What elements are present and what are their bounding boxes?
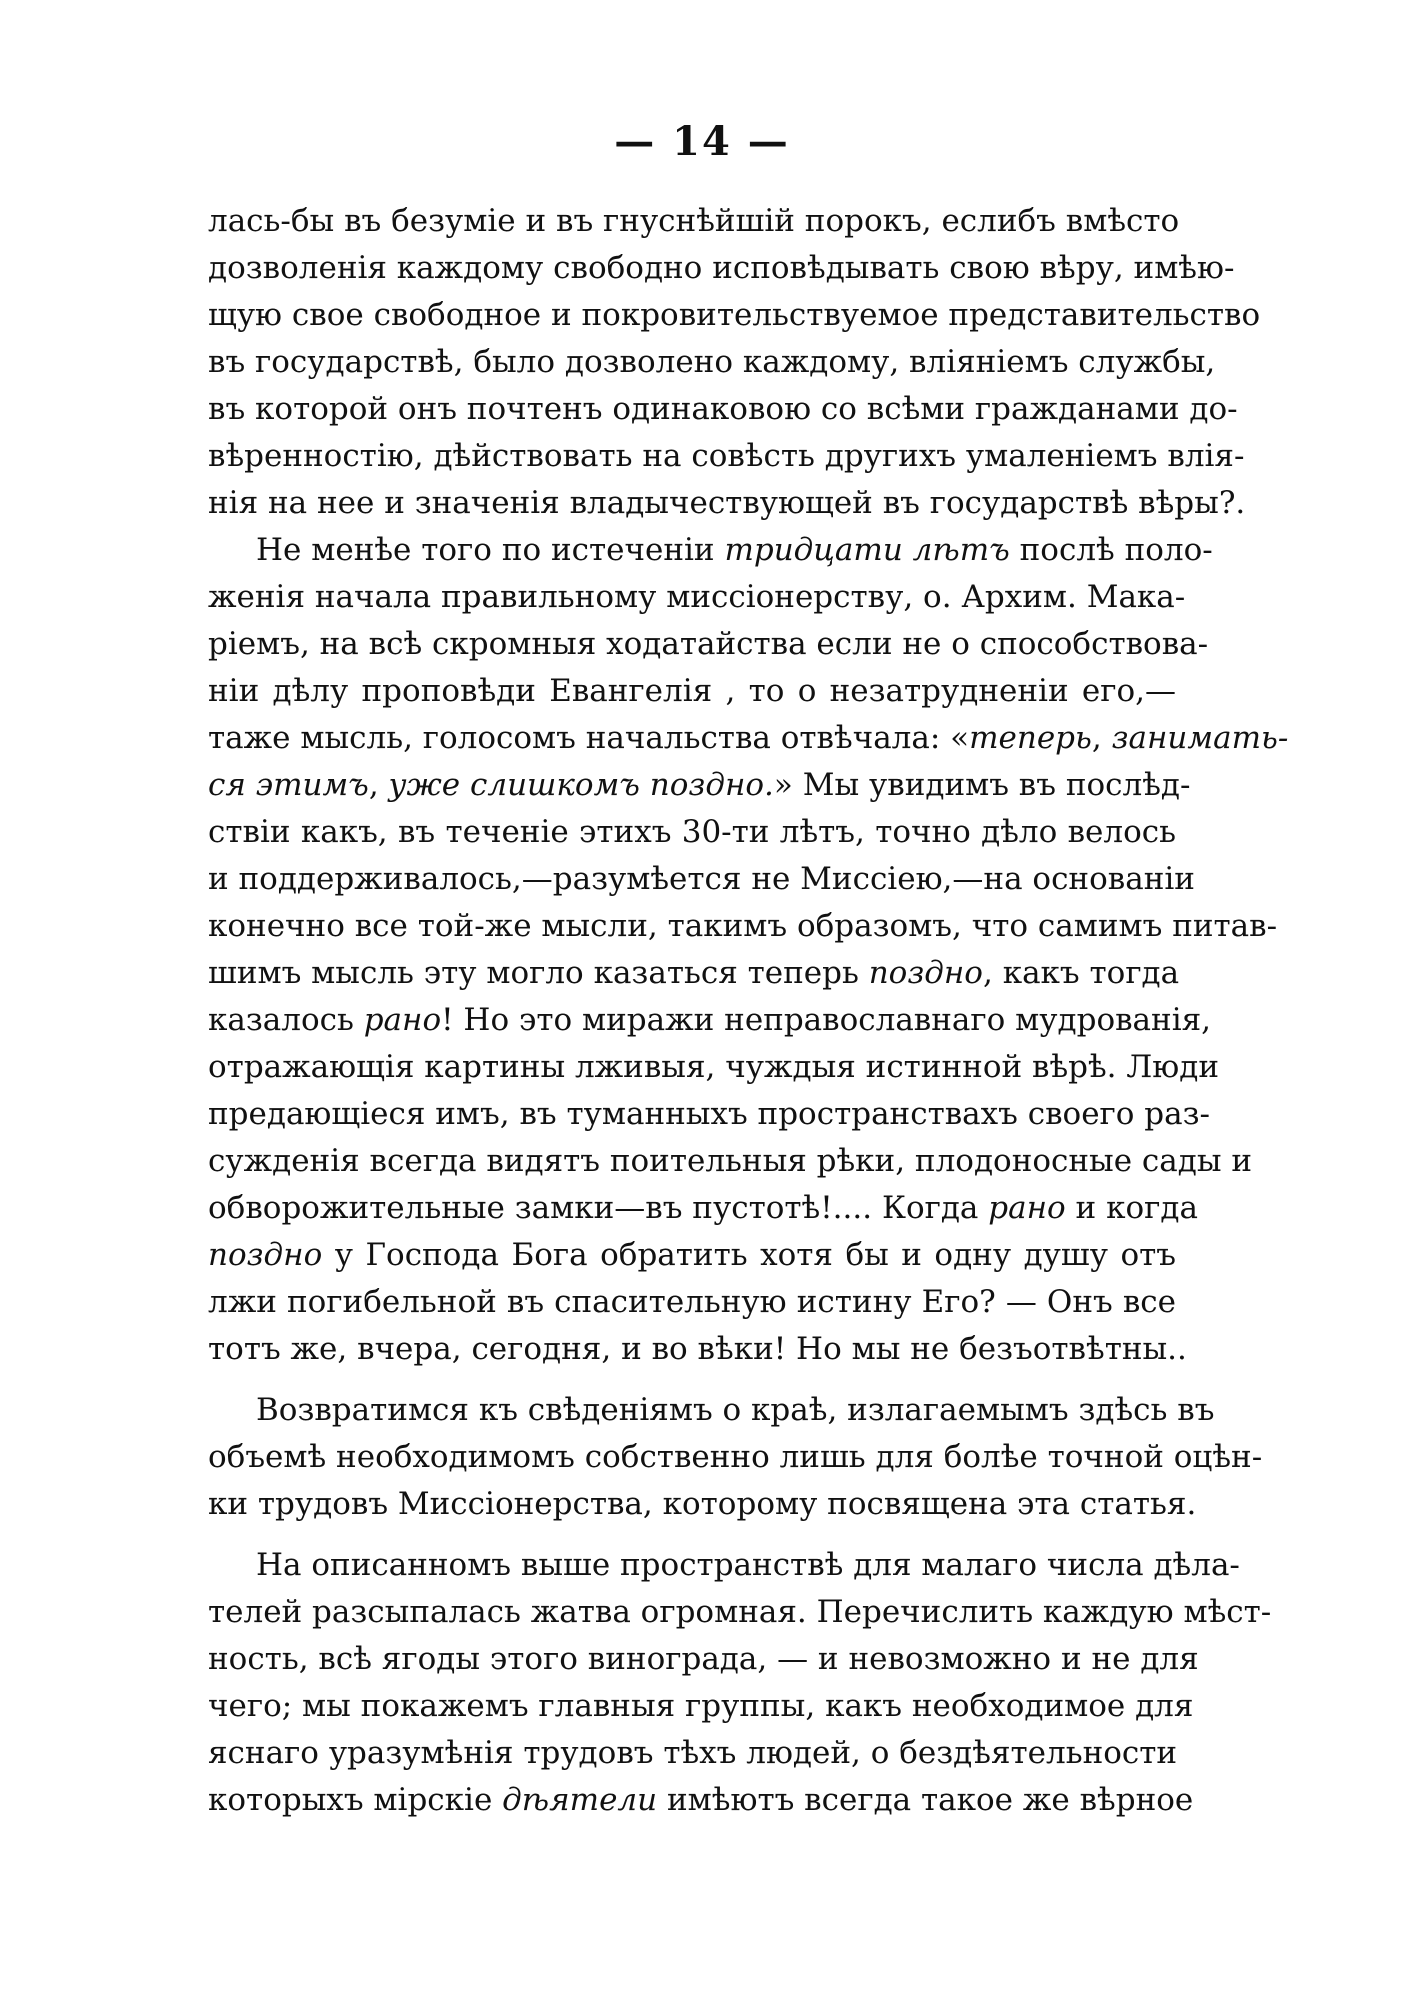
italic-text: рано xyxy=(988,1190,1066,1226)
italic-text: занимать- xyxy=(1111,720,1289,756)
italic-text: поздно xyxy=(208,1237,323,1273)
italic-text: дѣятели xyxy=(502,1782,658,1818)
text-line: въ государствѣ, было дозволено каждому, вліяніемъ службы, xyxy=(208,344,1216,380)
italic-text: теперь xyxy=(969,720,1092,756)
text-line: нія на нее и значенія владычествующей въ государствѣ вѣры?. xyxy=(208,485,1246,521)
italic-text: уже слишкомъ поздно. xyxy=(388,767,774,803)
text-line xyxy=(208,997,1212,1044)
text-line: ніи дѣлу проповѣди Евангелія , то о незатрудненіи его,— xyxy=(208,673,1176,709)
text-segment: у Господа Бога обратить хотя бы и одну душу отъ xyxy=(322,1237,1176,1273)
text-line: На описанномъ выше пространствѣ для малаго числа дѣла- xyxy=(256,1547,1240,1583)
body-text xyxy=(208,198,1289,1824)
text-line: предающіеся имъ, въ туманныхъ пространствахъ своего раз- xyxy=(208,1096,1211,1132)
text-segment: , xyxy=(368,767,389,803)
text-segment: имѣютъ всегда такое же вѣрное xyxy=(657,1782,1194,1818)
text-line: женія начала правильному миссіонерству, о. Архим. Мака- xyxy=(208,579,1186,615)
paragraph-gap xyxy=(208,1373,1176,1387)
text-line xyxy=(208,715,1289,762)
text-line: дозволенія каждому свободно исповѣдывать свою вѣру, имѣю- xyxy=(208,250,1235,286)
text-segment: обворожительные замки—въ пустотѣ!.... Когда xyxy=(208,1190,989,1226)
text-segment: » Мы увидимъ въ послѣд- xyxy=(773,767,1191,803)
text-line: яснаго уразумѣнія трудовъ тѣхъ людей, о бездѣятельности xyxy=(208,1735,1178,1771)
italic-text: тридцати лѣтъ xyxy=(724,532,1010,568)
text-line xyxy=(208,950,1180,997)
text-segment: казалось xyxy=(208,1002,364,1038)
text-line: вѣренностію, дѣйствовать на совѣсть другихъ умаленіемъ влія- xyxy=(208,438,1245,474)
italic-text: поздно xyxy=(868,955,983,991)
text-segment: Не менѣе того по истеченіи xyxy=(256,532,725,568)
text-segment: послѣ поло- xyxy=(1009,532,1213,568)
paragraph-gap xyxy=(208,1528,1176,1542)
text-line xyxy=(208,1185,1198,1232)
text-line: тотъ же, вчера, сегодня, и во вѣки! Но мы не безъотвѣтны.. xyxy=(208,1331,1187,1367)
text-segment: , xyxy=(1091,720,1112,756)
text-line: объемѣ необходимомъ собственно лишь для болѣе точной оцѣн- xyxy=(208,1439,1263,1475)
text-segment: , какъ тогда xyxy=(982,955,1180,991)
text-segment: шимъ мысль эту могло казаться теперь xyxy=(208,955,869,991)
text-line: ствіи какъ, въ теченіе этихъ 30-ти лѣтъ, точно дѣло велось xyxy=(208,814,1176,850)
page-number: — 14 — xyxy=(614,118,790,165)
text-segment: которыхъ мірскіе xyxy=(208,1782,503,1818)
text-line: ность, всѣ ягоды этого винограда, — и невозможно и не для xyxy=(208,1641,1199,1677)
text-line: сужденія всегда видятъ поительныя рѣки, плодоносные сады и xyxy=(208,1143,1253,1179)
text-line: въ которой онъ почтенъ одинаковою со всѣми гражданами до- xyxy=(208,391,1238,427)
text-line: щую свое свободное и покровительствуемое представительство xyxy=(208,297,1261,333)
text-line: отражающія картины лживыя, чуждыя истинной вѣрѣ. Люди xyxy=(208,1049,1219,1085)
text-line: конечно все той-же мысли, такимъ образомъ, что самимъ питав- xyxy=(208,908,1278,944)
text-line: лась-бы въ безуміе и въ гнуснѣйшій порокъ, еслибъ вмѣсто xyxy=(208,203,1180,239)
text-line: лжи погибельной въ спасительную истину Его? — Онъ все xyxy=(208,1284,1176,1320)
text-line xyxy=(208,762,1191,809)
text-line xyxy=(208,1777,1194,1824)
text-line: чего; мы покажемъ главныя группы, какъ необходимое для xyxy=(208,1688,1194,1724)
text-line xyxy=(208,527,1213,574)
text-line: и поддерживалось,—разумѣется не Миссіею,—на основаніи xyxy=(208,861,1195,897)
text-line: ріемъ, на всѣ скромныя ходатайства если не о способствова- xyxy=(208,626,1209,662)
text-line xyxy=(208,1232,1176,1279)
italic-text: ся этимъ xyxy=(208,767,369,803)
text-segment: ! Но это миражи неправославнаго мудрованія, xyxy=(441,1002,1212,1038)
text-line: телей разсыпалась жатва огромная. Перечислить каждую мѣст- xyxy=(208,1594,1272,1630)
text-line: Возвратимся къ свѣденіямъ о краѣ, излагаемымъ здѣсь въ xyxy=(256,1392,1215,1428)
italic-text: рано xyxy=(363,1002,442,1038)
text-segment: и когда xyxy=(1065,1190,1198,1226)
text-line: ки трудовъ Миссіонерства, которому посвящена эта статья. xyxy=(208,1486,1197,1522)
text-segment: таже мысль, голосомъ начальства отвѣчала: « xyxy=(208,720,970,756)
